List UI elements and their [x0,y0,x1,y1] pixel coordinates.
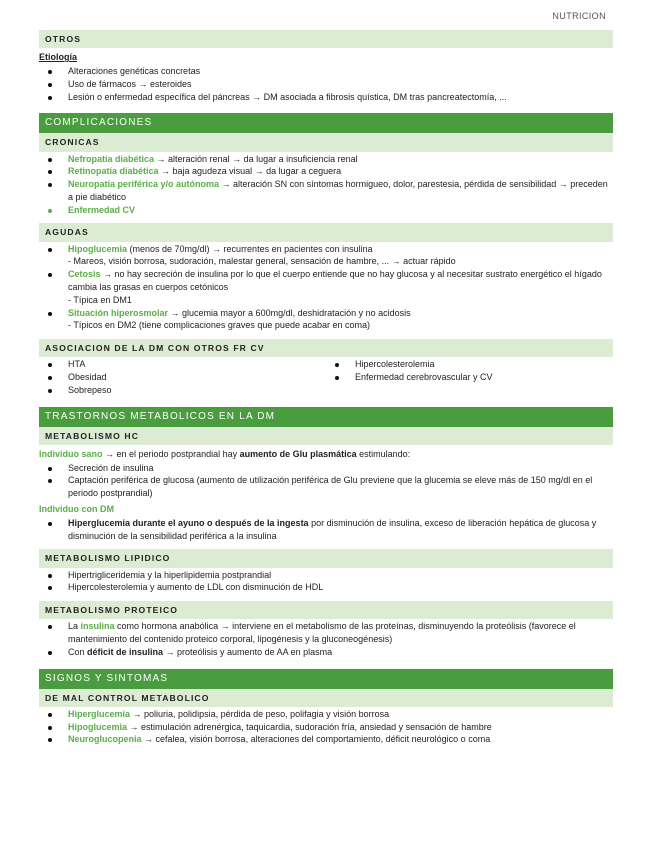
asociacion-header: ASOCIACION DE LA DM CON OTROS FR CV [39,339,613,357]
list-item: Uso de fármacos → esteroides [68,78,613,91]
list-item: Enfermedad cerebrovascular y CV [355,371,613,384]
metabolismo-lipidico-header: METABOLISMO LIPIDICO [39,549,613,567]
item-subline: - Típica en DM1 [68,294,132,305]
item-bold: déficit de insulina [87,646,164,657]
individuo-sano-label: Individuo sano [39,448,103,459]
list-item: Captación periférica de glucosa (aumento de utilización periférica de Glu previene que la glucemia se eleve más de 150 mg/dl en el periodo postprandial) [68,474,613,500]
list-item: Lesión o enfermedad específica del páncreas → DM asociada a fibrosis quística, DM tras pancreatectomía, ... [68,91,613,104]
keyword: Hiperglucemia [68,708,131,719]
signos-list [39,708,613,746]
agudas-header: AGUDAS [39,223,613,241]
item-text: (menos de 70mg/dl) → recurrentes en pacientes con insulina [127,243,373,254]
asociacion-right-list [326,358,613,396]
list-item: Sobrepeso [68,384,326,397]
item-text: → glucemia mayor a 600mg/dl, deshidratación y no acidosis [168,307,411,318]
keyword: Enfermedad CV [68,204,136,215]
list-item [68,153,613,166]
list-item: Hipercolesterolemia [355,358,613,371]
list-item [68,721,613,734]
keyword: Neuropatía periférica y/o autónoma [68,179,220,190]
section-signos-header: SIGNOS Y SINTOMAS [39,669,613,689]
list-item [68,307,613,333]
metabolismo-proteico-header: METABOLISMO PROTEICO [39,601,613,619]
individuo-sano-list [39,462,613,500]
item-pre: La [68,621,81,632]
item-text: → proteólisis y aumento de AA en plasma [163,646,333,657]
keyword: Cetosis [68,269,101,280]
list-item: Obesidad [68,371,326,384]
item-text: por disminución de insulina, exceso de liberación hepática de glucosa y disminución de la sensibilidad periférica a la insulina [68,517,597,541]
keyword: Nefropatía diabética [68,153,155,164]
item-subline: - Típicos en DM2 (tiene complicaciones graves que puede acabar en coma) [68,320,370,331]
individuo-sano-end: estimulando: [356,448,411,459]
asociacion-left-list [39,358,326,396]
cronicas-header: CRONICAS [39,133,613,151]
item-text: como hormona anabólica → interviene en el metabolismo de las proteínas, disminuyendo la proteólisis (favorece el mantenimiento del contenido proteico corporal, lipogénesis y la gluconeogénesis) [68,621,576,644]
list-item [68,620,613,646]
keyword: insulina [80,621,115,632]
list-item [68,243,613,269]
item-bold: Hiperglucemia durante el ayuno o después de la ingesta [68,517,309,528]
individuo-sano-line [39,448,613,461]
page-header-label: NUTRICION [552,11,606,21]
item-text: → no hay secreción de insulina por lo que el cuerpo entiende que no hay glucosa y al necesitar sustrato energético el hígado cambia las grasas en cuerpos cetónicos [68,269,602,292]
list-item [68,165,613,178]
item-text: → alteración SN con síntomas hormigueo, dolor, parestesia, pérdida de sensibilidad → preceden a pie diabético [68,179,608,202]
mal-control-header: DE MAL CONTROL METABOLICO [39,689,613,707]
item-text: → poliuria, polidipsia, pérdida de peso, polifagia y visión borrosa [130,708,390,719]
cronicas-list [39,153,613,217]
individuo-sano-bold: aumento de Glu plasmática [239,448,357,459]
section-complicaciones-header: COMPLICACIONES [39,113,613,133]
item-text: → estimulación adrenérgica, taquicardia, sudoración fría, ansiedad y sensación de hambre [127,721,492,732]
item-text: → baja agudeza visual → da lugar a ceguera [158,166,342,177]
section-trastornos-header: TRASTORNOS METABOLICOS EN LA DM [39,407,613,427]
keyword: Hipoglucemia [68,721,128,732]
list-item [68,268,613,306]
list-item [68,178,613,204]
list-item: Hipercolesterolemia y aumento de LDL con disminución de HDL [68,581,613,594]
keyword: Situación hiperosmolar [68,307,169,318]
list-item [68,646,613,659]
list-item [68,733,613,746]
individuo-dm-list [39,517,613,543]
keyword: Neuroglucopenia [68,734,142,745]
list-item [68,708,613,721]
list-item [68,517,613,543]
metabolismo-hc-header: METABOLISMO HC [39,427,613,445]
lipidico-list [39,569,613,595]
keyword: Hipoglucemia [68,243,128,254]
list-item: HTA [68,358,326,371]
keyword: Retinopatía diabética [68,166,159,177]
section-otros-header: OTROS [39,30,613,48]
item-text: → cefalea, visión borrosa, alteraciones del comportamiento, déficit neurológico o coma [141,734,491,745]
item-text: → alteración renal → da lugar a insuficiencia renal [154,153,358,164]
item-pre: Con [68,646,88,657]
list-item: Secreción de insulina [68,462,613,475]
list-item: Alteraciones genéticas concretas [68,65,613,78]
individuo-sano-mid: → en el periodo postprandial hay [102,448,240,459]
list-item [68,204,613,217]
individuo-dm-label: Individuo con DM [39,504,114,514]
document-page [39,30,613,746]
list-item: Hipertrigliceridemia y la hiperlipidemia postprandial [68,569,613,582]
proteico-list [39,620,613,658]
asociacion-columns [39,357,613,396]
item-subline: - Mareos, visión borrosa, sudoración, malestar general, sensación de hambre, ... → actuar rápido [68,256,456,267]
otros-list [39,65,613,103]
agudas-list [39,243,613,332]
etiologia-label: Etiología [39,52,77,63]
